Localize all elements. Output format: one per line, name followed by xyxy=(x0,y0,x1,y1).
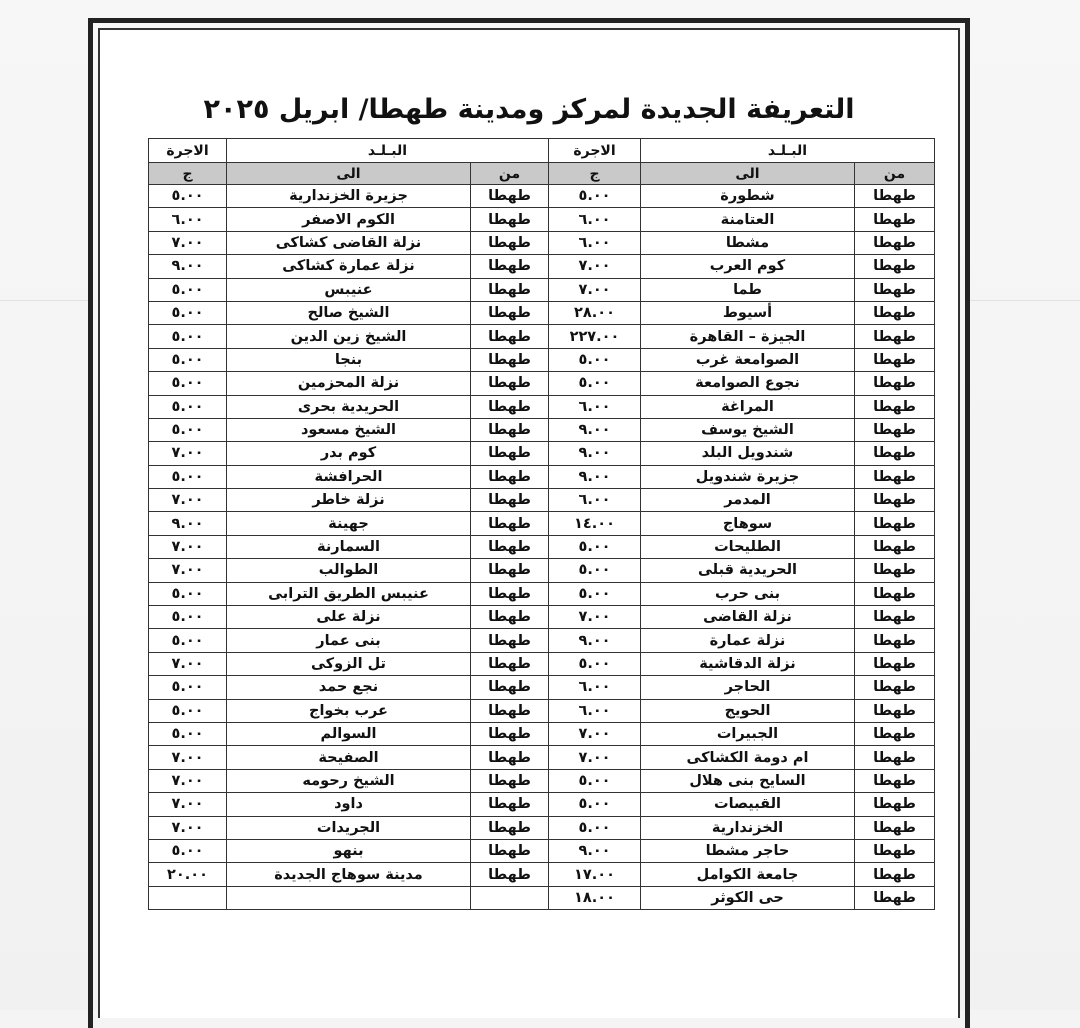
cell-to: الخزندارية xyxy=(641,816,855,839)
page-edge-line-left xyxy=(0,300,88,301)
cell-to: كوم العرب xyxy=(641,255,855,278)
cell-from: طهطا xyxy=(855,839,935,862)
cell-from: طهطا xyxy=(855,582,935,605)
cell-to: الحرافشة xyxy=(227,465,471,488)
table-row xyxy=(149,816,549,839)
cell-fare: ٧.٠٠ xyxy=(149,231,227,254)
cell-to: السوالم xyxy=(227,722,471,745)
cell-to: شطورة xyxy=(641,185,855,208)
table-row xyxy=(549,699,935,722)
cell-to: ام دومة الكشاكى xyxy=(641,746,855,769)
table-row xyxy=(149,746,549,769)
cell-to: جزيرة شندويل xyxy=(641,465,855,488)
cell-from: طهطا xyxy=(471,255,549,278)
cell-from: طهطا xyxy=(471,769,549,792)
table-row xyxy=(549,372,935,395)
cell-to: نجع حمد xyxy=(227,676,471,699)
cell-to: أسيوط xyxy=(641,301,855,324)
cell-from: طهطا xyxy=(471,301,549,324)
header-town: البـلـد xyxy=(641,139,935,163)
cell-to: الحريدية قبلى xyxy=(641,559,855,582)
table-row xyxy=(549,489,935,512)
table-subheader-row xyxy=(549,163,935,185)
subheader-fare-unit: ج xyxy=(549,163,641,185)
cell-to: الشيخ مسعود xyxy=(227,418,471,441)
cell-from: طهطا xyxy=(471,208,549,231)
cell-fare: ١٨.٠٠ xyxy=(549,886,641,909)
cell-to: بنى عمار xyxy=(227,629,471,652)
cell-to: القبيصات xyxy=(641,793,855,816)
cell-fare: ٧.٠٠ xyxy=(549,722,641,745)
cell-fare: ٧.٠٠ xyxy=(149,559,227,582)
table-row xyxy=(549,185,935,208)
cell-fare: ٧.٠٠ xyxy=(549,278,641,301)
subheader-fare-unit: ج xyxy=(149,163,227,185)
table-row xyxy=(549,769,935,792)
cell-from: طهطا xyxy=(855,372,935,395)
table-row xyxy=(149,278,549,301)
cell-from: طهطا xyxy=(471,395,549,418)
table-row xyxy=(149,606,549,629)
cell-from: طهطا xyxy=(471,372,549,395)
subheader-from: من xyxy=(855,163,935,185)
cell-from: طهطا xyxy=(855,208,935,231)
cell-to: الجيزة – القاهرة xyxy=(641,325,855,348)
cell-from: طهطا xyxy=(471,863,549,886)
table-row xyxy=(549,465,935,488)
table-row xyxy=(149,793,549,816)
cell-from xyxy=(471,886,549,909)
table-row xyxy=(149,886,549,909)
cell-fare: ٥.٠٠ xyxy=(149,582,227,605)
cell-from: طهطا xyxy=(471,442,549,465)
table-row xyxy=(149,301,549,324)
cell-fare: ٥.٠٠ xyxy=(549,793,641,816)
cell-to: نزلة المحزمين xyxy=(227,372,471,395)
cell-fare: ٥.٠٠ xyxy=(149,278,227,301)
cell-fare: ٧.٠٠ xyxy=(149,535,227,558)
table-row xyxy=(549,886,935,909)
cell-fare: ٩.٠٠ xyxy=(549,442,641,465)
cell-from: طهطا xyxy=(855,559,935,582)
cell-fare: ٥.٠٠ xyxy=(149,301,227,324)
table-row xyxy=(149,325,549,348)
table-row xyxy=(549,839,935,862)
cell-to: جزيرة الخزندارية xyxy=(227,185,471,208)
cell-to: جهينة xyxy=(227,512,471,535)
cell-from: طهطا xyxy=(855,185,935,208)
cell-from: طهطا xyxy=(471,418,549,441)
table-row xyxy=(149,395,549,418)
table-row xyxy=(549,512,935,535)
cell-fare: ٦.٠٠ xyxy=(549,489,641,512)
table-header-row xyxy=(149,139,549,163)
table-row xyxy=(549,231,935,254)
table-row xyxy=(149,699,549,722)
cell-fare: ٥.٠٠ xyxy=(549,372,641,395)
cell-from: طهطا xyxy=(855,746,935,769)
table-row xyxy=(549,816,935,839)
cell-fare: ٧.٠٠ xyxy=(549,746,641,769)
cell-fare: ٧.٠٠ xyxy=(149,793,227,816)
cell-to: الشيخ يوسف xyxy=(641,418,855,441)
cell-from: طهطا xyxy=(855,606,935,629)
cell-fare: ٩.٠٠ xyxy=(549,465,641,488)
cell-to: المراغة xyxy=(641,395,855,418)
table-row xyxy=(149,535,549,558)
cell-from: طهطا xyxy=(855,535,935,558)
cell-from: طهطا xyxy=(471,816,549,839)
subheader-to: الى xyxy=(641,163,855,185)
table-subheader-row xyxy=(149,163,549,185)
cell-fare: ٥.٠٠ xyxy=(149,372,227,395)
cell-fare: ٥.٠٠ xyxy=(149,606,227,629)
cell-fare: ٥.٠٠ xyxy=(149,465,227,488)
cell-to: بنى حرب xyxy=(641,582,855,605)
table-row xyxy=(549,348,935,371)
cell-fare: ٥.٠٠ xyxy=(149,348,227,371)
table-row xyxy=(549,535,935,558)
cell-to: الشيخ زين الدين xyxy=(227,325,471,348)
table-row xyxy=(149,559,549,582)
cell-to: نزلة عمارة xyxy=(641,629,855,652)
cell-to: الكوم الاصفر xyxy=(227,208,471,231)
cell-fare: ٧.٠٠ xyxy=(149,652,227,675)
cell-fare: ٥.٠٠ xyxy=(149,395,227,418)
cell-from: طهطا xyxy=(471,606,549,629)
cell-from: طهطا xyxy=(471,465,549,488)
cell-from: طهطا xyxy=(471,185,549,208)
table-row xyxy=(149,863,549,886)
cell-to: عنيبس الطريق الترابى xyxy=(227,582,471,605)
table-row xyxy=(549,746,935,769)
cell-from: طهطا xyxy=(855,278,935,301)
cell-fare: ٥.٠٠ xyxy=(549,559,641,582)
cell-from: طهطا xyxy=(855,489,935,512)
cell-from: طهطا xyxy=(471,348,549,371)
cell-to: نزلة القاضى كشاكى xyxy=(227,231,471,254)
cell-to: الحريدية بحرى xyxy=(227,395,471,418)
cell-from: طهطا xyxy=(471,722,549,745)
cell-fare: ٦.٠٠ xyxy=(549,395,641,418)
table-row xyxy=(149,652,549,675)
cell-fare: ٥.٠٠ xyxy=(149,839,227,862)
table-row xyxy=(149,629,549,652)
table-row xyxy=(549,606,935,629)
table-row xyxy=(549,278,935,301)
cell-fare: ٩.٠٠ xyxy=(549,629,641,652)
cell-fare: ٧.٠٠ xyxy=(149,442,227,465)
cell-from: طهطا xyxy=(855,301,935,324)
cell-to: تل الزوكى xyxy=(227,652,471,675)
table-row xyxy=(549,582,935,605)
cell-from: طهطا xyxy=(855,325,935,348)
fare-table-left xyxy=(148,138,549,910)
cell-from: طهطا xyxy=(855,442,935,465)
cell-from: طهطا xyxy=(471,231,549,254)
cell-from: طهطا xyxy=(855,512,935,535)
table-header-row xyxy=(549,139,935,163)
cell-to: نزلة خاطر xyxy=(227,489,471,512)
cell-fare: ١٤.٠٠ xyxy=(549,512,641,535)
table-row xyxy=(149,465,549,488)
cell-fare: ٦.٠٠ xyxy=(149,208,227,231)
cell-from: طهطا xyxy=(855,722,935,745)
table-row xyxy=(549,325,935,348)
cell-fare: ٥.٠٠ xyxy=(149,629,227,652)
table-row xyxy=(149,418,549,441)
cell-to: الطليحات xyxy=(641,535,855,558)
cell-from: طهطا xyxy=(471,793,549,816)
cell-from: طهطا xyxy=(855,629,935,652)
table-row xyxy=(149,185,549,208)
fare-table-right xyxy=(548,138,935,910)
cell-to: الجريدات xyxy=(227,816,471,839)
cell-to: الطوالب xyxy=(227,559,471,582)
cell-to: جامعة الكوامل xyxy=(641,863,855,886)
header-fare: الاجرة xyxy=(149,139,227,163)
cell-to: المدمر xyxy=(641,489,855,512)
cell-fare: ٦.٠٠ xyxy=(549,208,641,231)
cell-from: طهطا xyxy=(855,676,935,699)
cell-fare: ٥.٠٠ xyxy=(149,699,227,722)
cell-fare: ٧.٠٠ xyxy=(149,489,227,512)
cell-fare: ٥.٠٠ xyxy=(149,418,227,441)
cell-to: الشيخ صالح xyxy=(227,301,471,324)
table-row xyxy=(549,208,935,231)
cell-from: طهطا xyxy=(855,886,935,909)
cell-from: طهطا xyxy=(855,863,935,886)
cell-from: طهطا xyxy=(471,652,549,675)
cell-fare: ٥.٠٠ xyxy=(149,325,227,348)
table-row xyxy=(549,652,935,675)
cell-to: حى الكوثر xyxy=(641,886,855,909)
cell-to: نزلة عمارة كشاكى xyxy=(227,255,471,278)
table-row xyxy=(149,512,549,535)
cell-from: طهطا xyxy=(471,325,549,348)
table-row xyxy=(149,769,549,792)
cell-from: طهطا xyxy=(855,231,935,254)
cell-fare: ٥.٠٠ xyxy=(549,348,641,371)
table-row xyxy=(549,629,935,652)
document-title: التعريفة الجديدة لمركز ومدينة طهطا/ ابريل ٢٠٢٥ xyxy=(203,94,855,125)
table-row xyxy=(149,676,549,699)
cell-from: طهطا xyxy=(471,839,549,862)
cell-fare: ٦.٠٠ xyxy=(549,676,641,699)
cell-fare: ٧.٠٠ xyxy=(549,255,641,278)
table-row xyxy=(149,208,549,231)
table-row xyxy=(149,348,549,371)
cell-from: طهطا xyxy=(855,465,935,488)
table-row xyxy=(149,231,549,254)
cell-from: طهطا xyxy=(471,746,549,769)
table-row xyxy=(549,301,935,324)
cell-to: شندويل البلد xyxy=(641,442,855,465)
table-row xyxy=(549,395,935,418)
cell-to: نزلة الدقاشية xyxy=(641,652,855,675)
cell-fare: ٧.٠٠ xyxy=(149,816,227,839)
cell-to: بنجا xyxy=(227,348,471,371)
cell-from: طهطا xyxy=(855,699,935,722)
cell-from: طهطا xyxy=(471,559,549,582)
cell-from: طهطا xyxy=(471,278,549,301)
cell-fare: ٩.٠٠ xyxy=(549,839,641,862)
cell-from: طهطا xyxy=(855,395,935,418)
cell-to: سوهاج xyxy=(641,512,855,535)
table-row xyxy=(149,839,549,862)
cell-from: طهطا xyxy=(471,629,549,652)
cell-fare: ٥.٠٠ xyxy=(549,816,641,839)
table-row xyxy=(149,489,549,512)
cell-fare: ٥.٠٠ xyxy=(549,582,641,605)
cell-fare: ٧.٠٠ xyxy=(149,769,227,792)
cell-from: طهطا xyxy=(471,512,549,535)
cell-fare: ٥.٠٠ xyxy=(549,185,641,208)
cell-to: مشطا xyxy=(641,231,855,254)
cell-to: عنيبس xyxy=(227,278,471,301)
cell-to: مدينة سوهاج الجديدة xyxy=(227,863,471,886)
cell-from: طهطا xyxy=(855,793,935,816)
cell-to: السمارنة xyxy=(227,535,471,558)
cell-fare: ٩.٠٠ xyxy=(149,512,227,535)
cell-to: عرب بخواج xyxy=(227,699,471,722)
cell-to: داود xyxy=(227,793,471,816)
cell-fare: ١٧.٠٠ xyxy=(549,863,641,886)
cell-from: طهطا xyxy=(855,255,935,278)
cell-fare: ٦.٠٠ xyxy=(549,699,641,722)
table-row xyxy=(549,863,935,886)
cell-to: طما xyxy=(641,278,855,301)
table-row xyxy=(149,372,549,395)
cell-to: الصفيحة xyxy=(227,746,471,769)
subheader-from: من xyxy=(471,163,549,185)
table-row xyxy=(549,793,935,816)
table-row xyxy=(149,582,549,605)
cell-to xyxy=(227,886,471,909)
table-row xyxy=(149,442,549,465)
subheader-to: الى xyxy=(227,163,471,185)
cell-to: نجوع الصوامعة xyxy=(641,372,855,395)
cell-to: الشيخ رحومه xyxy=(227,769,471,792)
cell-to: حاجر مشطا xyxy=(641,839,855,862)
page-edge-line-right xyxy=(970,300,1080,301)
cell-fare: ٩.٠٠ xyxy=(149,255,227,278)
cell-fare: ٢٢٧.٠٠ xyxy=(549,325,641,348)
cell-from: طهطا xyxy=(471,535,549,558)
cell-fare: ٧.٠٠ xyxy=(149,746,227,769)
cell-fare: ٥.٠٠ xyxy=(149,676,227,699)
cell-fare: ٥.٠٠ xyxy=(549,535,641,558)
header-town: البـلـد xyxy=(227,139,549,163)
cell-from: طهطا xyxy=(855,652,935,675)
cell-fare: ٧.٠٠ xyxy=(549,606,641,629)
table-row xyxy=(549,676,935,699)
cell-fare xyxy=(149,886,227,909)
cell-to: كوم بدر xyxy=(227,442,471,465)
cell-to: نزلة القاضى xyxy=(641,606,855,629)
cell-to: نزلة على xyxy=(227,606,471,629)
cell-fare: ٥.٠٠ xyxy=(549,652,641,675)
cell-to: الحويج xyxy=(641,699,855,722)
cell-to: السايح بنى هلال xyxy=(641,769,855,792)
cell-fare: ٥.٠٠ xyxy=(149,722,227,745)
cell-to: الجبيرات xyxy=(641,722,855,745)
cell-from: طهطا xyxy=(855,816,935,839)
cell-to: الصوامعة غرب xyxy=(641,348,855,371)
cell-fare: ٢٠.٠٠ xyxy=(149,863,227,886)
header-fare: الاجرة xyxy=(549,139,641,163)
table-row xyxy=(549,722,935,745)
cell-fare: ٦.٠٠ xyxy=(549,231,641,254)
cell-from: طهطا xyxy=(471,489,549,512)
cell-fare: ٥.٠٠ xyxy=(549,769,641,792)
cell-fare: ٥.٠٠ xyxy=(149,185,227,208)
table-row xyxy=(549,255,935,278)
cell-from: طهطا xyxy=(471,699,549,722)
cell-fare: ٢٨.٠٠ xyxy=(549,301,641,324)
cell-to: العتامنة xyxy=(641,208,855,231)
cell-from: طهطا xyxy=(855,418,935,441)
cell-to: الحاجر xyxy=(641,676,855,699)
table-row xyxy=(149,722,549,745)
table-row xyxy=(149,255,549,278)
table-row xyxy=(549,559,935,582)
cell-fare: ٩.٠٠ xyxy=(549,418,641,441)
cell-from: طهطا xyxy=(855,348,935,371)
table-row xyxy=(549,442,935,465)
cell-from: طهطا xyxy=(471,676,549,699)
cell-from: طهطا xyxy=(855,769,935,792)
table-row xyxy=(549,418,935,441)
cell-to: بنهو xyxy=(227,839,471,862)
cell-from: طهطا xyxy=(471,582,549,605)
